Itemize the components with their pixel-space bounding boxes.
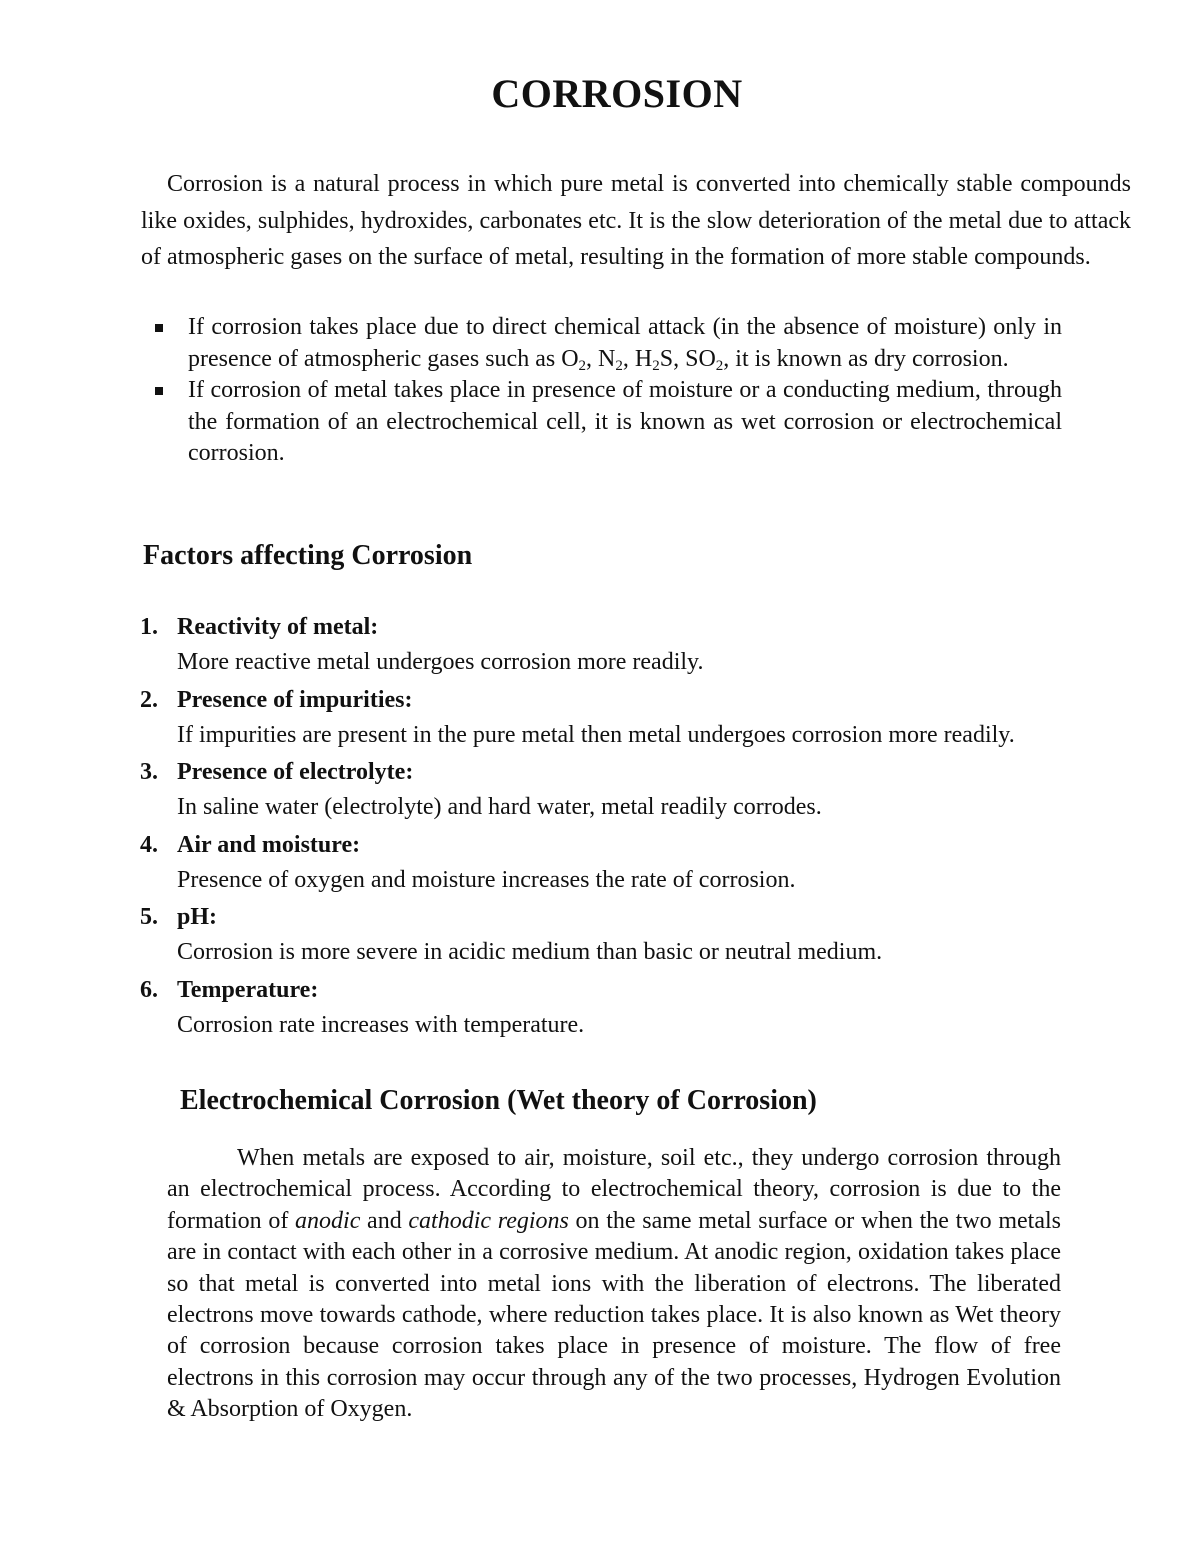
list-item [140,828,1150,901]
item-number: 4. [140,831,158,858]
electrochemical-paragraph: When metals are exposed to air, moisture, soil etc., they undergo corrosion through an electrochemical process. According to electrochemical theory, corrosion is due to the formation of anodic and cathodic regions on the same metal surface or when the two metals are in contact with each other in a corrosive medium. At anodic region, oxidation takes place so that metal is converted into metal ions with the liberation of electrons. The liberated electrons move towards cathode, where reduction takes place. It is also known as Wet theory of corrosion because corrosion takes place in presence of moisture. The flow of free electrons in this corrosion may occur through any of the two processes, Hydrogen Evolution & Absorption of Oxygen. [167,1145,1061,1423]
item-number: 6. [140,976,158,1003]
item-number: 2. [140,686,158,713]
list-item-dry-corrosion: If corrosion takes place due to direct chemical attack (in the absence of moisture) only in presence of atmospheric gases such as $O_2$, $N_2$, $H_2S$, $SO_2$, it is known as dry corrosion. [188,312,1062,375]
dry-corrosion-lead: If corrosion takes place due to direct chemical attack (in the absence of moisture) only in presence of atmospheric gases such as [188,314,1062,372]
dry-corrosion-tail: , it is known as dry corrosion. [723,345,1009,372]
factor-name: Air and moisture: [177,831,361,858]
list-item [140,900,1150,973]
gas-n2: $N_2$ [598,345,623,374]
item-number: 1. [140,614,158,640]
list-item [140,755,1150,828]
square-bullet-icon [155,387,163,395]
list-item-wet-corrosion [188,375,1062,470]
corrosion-types-list [188,312,1062,470]
item-number: 3. [140,759,158,786]
factor-description: More reactive metal undergoes corrosion more readily. [177,649,704,675]
cathodic-term: cathodic regions [408,1207,569,1234]
factors-heading: Factors affecting Corrosion [143,540,473,571]
factor-name: Reactivity of metal: [177,614,379,640]
factor-description: If impurities are present in the pure metal then metal undergoes corrosion more readily. [177,721,1015,748]
square-bullet-icon [155,324,163,332]
factor-description: Presence of oxygen and moisture increases the rate of corrosion. [177,866,796,893]
factor-name: Presence of impurities: [177,686,413,713]
list-item [140,610,1150,683]
wet-corrosion-text: If corrosion of metal takes place in presence of moisture or a conducting medium, through the formation of an electrochemical cell, it is known as wet corrosion or electrochemical corrosion. [188,377,1062,466]
anodic-term: anodic [295,1207,361,1234]
list-item [140,973,1150,1046]
electrochemical-heading: Electrochemical Corrosion (Wet theory of Corrosion) [180,1085,817,1116]
factors-list [140,610,1150,1046]
page-title: CORROSION [491,71,743,116]
list-item [140,683,1150,756]
factor-description: Corrosion is more severe in acidic medium than basic or neutral medium. [177,939,883,966]
factor-description: In saline water (electrolyte) and hard water, metal readily corrodes. [177,794,822,821]
gas-h2s: $H_2S$ [634,345,674,374]
factor-name: Presence of electrolyte: [177,759,414,786]
intro-paragraph: Corrosion is a natural process in which pure metal is converted into chemically stable compounds like oxides, sulphides, hydroxides, carbonates etc. It is the slow deterioration of the metal due to attack of atmospheric gases on the surface of metal, resulting in the formation of more stable compounds. [141,171,1131,270]
item-number: 5. [140,904,158,931]
factor-name: pH: [177,904,218,931]
factor-name: Temperature: [177,976,319,1003]
gas-o2: $O_2$ [561,345,587,374]
factor-description: Corrosion rate increases with temperature. [177,1011,585,1038]
gas-so2: $SO_2$ [685,345,724,374]
